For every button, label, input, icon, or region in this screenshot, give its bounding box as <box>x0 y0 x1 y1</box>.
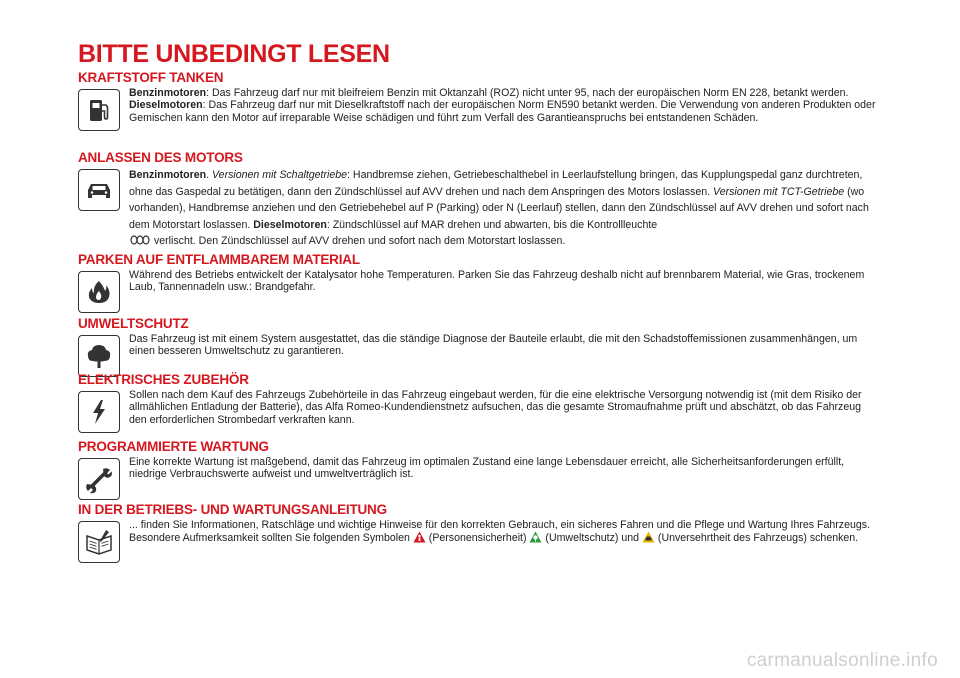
person-safety-icon <box>413 531 426 546</box>
car-icon <box>78 169 120 211</box>
section-kraftstoff-tanken <box>78 70 878 131</box>
section-parken-entflammbar <box>78 252 878 313</box>
section-elektrisches-zubehoer <box>78 372 878 433</box>
section-text: Eine korrekte Wartung ist maßgebend, damit das Fahrzeug im optimalen Zustand eine lange Lebensdauer erreicht, alle Sicherheitsanforderungen erfüllt, niedrige Verbrauchswerte aufweist und umweltverträglich ist. <box>129 456 845 481</box>
section-text: ... finden Sie Informationen, Ratschläge und wichtige Hinweise für den korrekten Gebrauch, ein sicheres Fahren und die Pflege und Wartung Ihres Fahrzeugs. Besondere Aufmerksamkeit sollten Sie folgenden Symbolen (Personensicherheit) (Umweltschutz) und (Unversehrtheit des Fahrzeugs) schenken. <box>129 519 878 547</box>
section-text: Sollen nach dem Kauf des Fahrzeugs Zubehörteile in das Fahrzeug eingebaut werden, für die eine elektrische Versorgung notwendig ist (mit dem Risiko der allmählichen Entladung der Batterie), das Alfa Romeo-Kundendienstnetz aufsuchen, das die gesamte Stromaufnahme prüft und abschätzt, ob das Fahrzeug den erforderlichen Strombedarf verkraften kann. <box>129 389 862 426</box>
section-text: Das Fahrzeug ist mit einem System ausgestattet, das die ständige Diagnose der Bauteile erlaubt, die mit den Schadstoffemissionen zusammenhängen, um einen besseren Umweltschutz zu garantieren. <box>129 333 858 358</box>
section-title: ELEKTRISCHES ZUBEHÖR <box>78 372 249 387</box>
wrench-icon <box>78 458 120 500</box>
section-betriebsanleitung <box>78 502 878 563</box>
label-dieselmotoren: Dieselmotoren <box>253 218 327 231</box>
section-text: Benzinmotoren: Das Fahrzeug darf nur mit bleifreiem Benzin mit Oktanzahl (ROZ) nicht unter 95, nach der europäischen Norm EN 228, betankt werden. Dieselmotoren: Das Fahrzeug darf nur mit Dieselkraftstoff nach der europäischen Norm EN590 betankt werden. Die Verwendung von anderen Produkten oder Gemischen kann den Motor auf irreparable Weise schädigen und führt zum Verfall des Garantieanspruchs bei entstandenen Schäden. <box>129 87 876 124</box>
section-text: Benzinmotoren. Versionen mit Schaltgetriebe: Handbremse ziehen, Getriebeschalthebel in Leerlaufstellung bringen, das Kupplungspedal ganz durchtreten, ohne das Gaspedal zu betätigen, dann den Zündschlüssel auf AVV drehen und nach dem Anspringen des Motors loslassen. Versionen mit TCT-Getriebe (wo vorhanden), Handbremse anziehen und den Getriebehebel auf P (Parking) oder N (Leerlauf) stellen, dann den Zündschlüssel auf AVV drehen und sofort nach dem Motorstart loslassen. Dieselmotoren: Zündschlüssel auf MAR drehen und abwarten, bis die Kontrollleuchte verlischt. Den Zündschlüssel auf AVV drehen und sofort nach dem Motorstart loslassen. <box>129 167 878 252</box>
lightning-icon <box>78 391 120 433</box>
section-title: UMWELTSCHUTZ <box>78 316 189 331</box>
environment-icon <box>529 531 542 546</box>
glow-plug-warning-icon <box>129 234 151 252</box>
section-programmierte-wartung <box>78 439 878 500</box>
book-icon <box>78 521 120 563</box>
watermark: carmanualsonline.info <box>746 650 938 671</box>
section-title: ANLASSEN DES MOTORS <box>78 150 243 165</box>
section-title: KRAFTSTOFF TANKEN <box>78 70 224 85</box>
section-anlassen-des-motors <box>78 150 878 252</box>
section-umweltschutz <box>78 316 878 377</box>
label-dieselmotoren: Dieselmotoren <box>129 99 203 112</box>
label-benzinmotoren: Benzinmotoren <box>129 169 207 181</box>
label-benzinmotoren: Benzinmotoren <box>129 87 207 99</box>
section-title: IN DER BETRIEBS- UND WARTUNGSANLEITUNG <box>78 502 387 517</box>
section-text: Während des Betriebs entwickelt der Katalysator hohe Temperaturen. Parken Sie das Fahrzeug deshalb nicht auf brennbarem Material, wie Gras, trockenem Laub, Tannennadeln usw.: Brandgefahr. <box>129 269 865 294</box>
tree-icon <box>78 335 120 377</box>
section-title: PROGRAMMIERTE WARTUNG <box>78 439 269 454</box>
page-title: BITTE UNBEDINGT LESEN <box>78 40 390 68</box>
vehicle-integrity-icon <box>642 531 655 546</box>
flame-icon <box>78 271 120 313</box>
fuel-pump-icon <box>78 89 120 131</box>
section-title: PARKEN AUF ENTFLAMMBAREM MATERIAL <box>78 252 360 267</box>
